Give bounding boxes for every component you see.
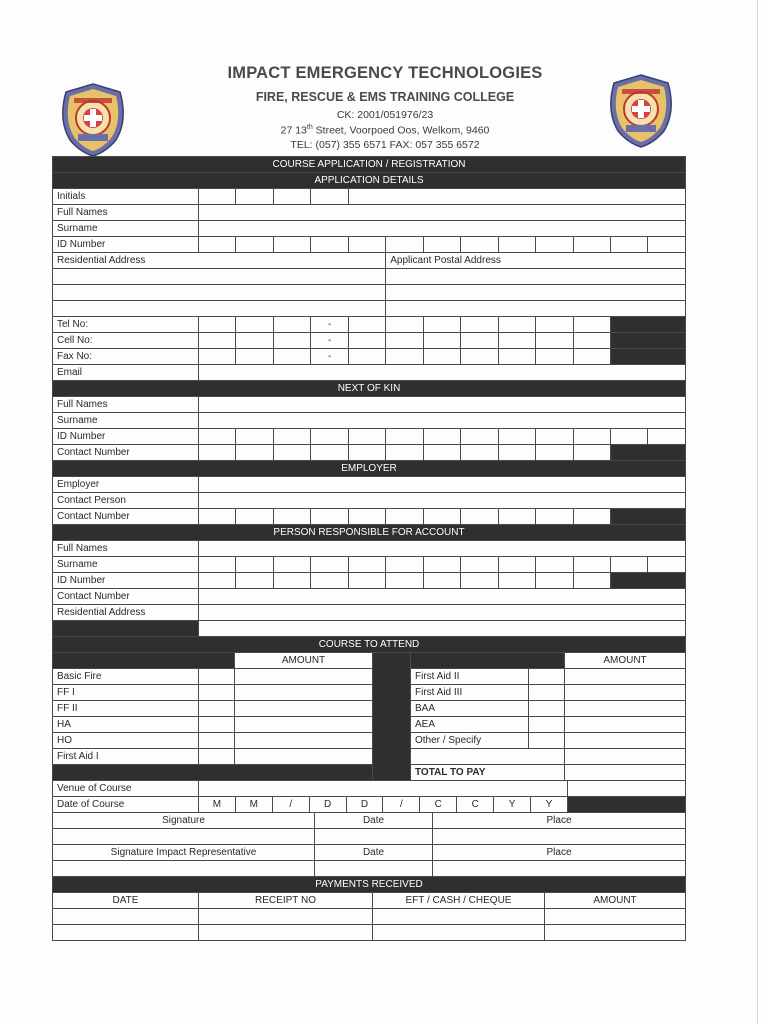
cell-digit-box[interactable] [536,333,573,349]
rep-signature-field[interactable] [53,861,315,877]
course-checkbox[interactable] [529,733,565,749]
course-amount-field[interactable] [565,669,686,685]
kin-contact-digit-box[interactable] [348,445,385,461]
course-title: COURSE TO ATTEND [53,637,686,653]
street-address: 27 13th Street, Voorpoed Oos, Welkom, 9460 [280,124,490,137]
signature-place-field[interactable] [433,829,686,845]
tel-digit-box[interactable] [348,317,385,333]
cell-digit-box[interactable] [348,333,385,349]
account-id-digit-box[interactable] [311,573,348,589]
date-box-century[interactable]: C [420,797,457,813]
employer-label: Employer [53,477,199,493]
postal-address-field[interactable] [386,285,686,301]
employer-field[interactable] [199,477,686,493]
id-number-label: ID Number [53,237,199,253]
initials-label: Initials [53,189,199,205]
rep-place-field[interactable] [433,861,686,877]
company-registration: CK: 2001/051976/23 [336,109,434,121]
shaded-block [610,317,685,333]
tel-digit-box[interactable] [498,317,535,333]
kin-id-digit-box[interactable] [199,429,236,445]
account-contact-number-field[interactable] [199,589,686,605]
payment-amount-field[interactable] [545,909,686,925]
course-first-aid-iii: First Aid III [411,685,529,701]
employer-contact-digit-box[interactable] [236,509,273,525]
course-ff-ii: FF II [53,701,199,717]
next-of-kin-section [52,381,686,461]
course-ha: HA [53,717,199,733]
dash-separator: - [311,333,348,349]
initials-box[interactable] [199,189,236,205]
email-row [53,365,686,381]
account-contact-number-label: Contact Number [53,589,199,605]
shaded-block [610,333,685,349]
account-id-digit-box[interactable] [236,573,273,589]
id-digit-box[interactable] [311,237,348,253]
id-digit-box[interactable] [610,237,647,253]
course-checkbox[interactable] [529,669,565,685]
fire-rescue-badge-right-icon [604,73,678,149]
course-amount-field[interactable] [565,717,686,733]
surname-row [53,221,686,237]
employer-contact-digit-box[interactable] [423,509,460,525]
shaded-block [53,621,199,637]
account-surname-box[interactable] [236,557,273,573]
signature-date-label: Date [315,813,433,829]
contact-details: TEL: (057) 355 6571 FAX: 057 355 6572 [290,139,480,151]
account-id-digit-box[interactable] [498,573,535,589]
payment-row [53,909,686,925]
org-name: IMPACT EMERGENCY TECHNOLOGIES [227,64,543,82]
course-amount-field[interactable] [565,733,686,749]
tel-digit-box[interactable] [536,317,573,333]
account-id-digit-box[interactable] [273,573,310,589]
cell-digit-box[interactable] [423,333,460,349]
account-surname-box[interactable] [386,557,423,573]
date-box-century[interactable]: C [457,797,494,813]
dash-separator: - [311,349,348,365]
cell-digit-box[interactable] [573,333,610,349]
venue-date-section [52,781,686,813]
tel-digit-box[interactable] [199,317,236,333]
account-surname-box[interactable] [311,557,348,573]
full-names-row [53,205,686,221]
signature-date-field[interactable] [315,829,433,845]
account-surname-box[interactable] [273,557,310,573]
date-separator: / [383,797,420,813]
kin-id-digit-box[interactable] [498,429,535,445]
account-id-number-label: ID Number [53,573,199,589]
rep-signature-label: Signature Impact Representative [53,845,315,861]
shaded-block [610,349,685,365]
account-surname-label: Surname [53,557,199,573]
account-surname-box[interactable] [536,557,573,573]
postal-address-field[interactable] [386,269,686,285]
signatures-section [52,813,686,877]
cell-label: Cell No: [53,333,199,349]
payments-title: PAYMENTS RECEIVED [53,877,686,893]
employer-contact-digit-box[interactable] [461,509,498,525]
fax-digit-box[interactable] [199,349,236,365]
account-id-digit-box[interactable] [199,573,236,589]
tel-digit-box[interactable] [273,317,310,333]
account-id-digit-box[interactable] [573,573,610,589]
kin-id-digit-box[interactable] [610,429,647,445]
full-names-field[interactable] [199,205,686,221]
email-label: Email [53,365,199,381]
account-id-digit-box[interactable] [423,573,460,589]
payments-amount-header: AMOUNT [545,893,686,909]
account-surname-box[interactable] [348,557,385,573]
account-surname-box[interactable] [423,557,460,573]
kin-id-digit-box[interactable] [236,429,273,445]
tel-digit-box[interactable] [236,317,273,333]
id-digit-box[interactable] [648,237,686,253]
fax-digit-box[interactable] [536,349,573,365]
course-ho: HO [53,733,199,749]
account-residential-address-field[interactable] [199,605,686,621]
employer-contact-number-label: Contact Number [53,509,199,525]
blank-area [348,189,685,205]
fax-digit-box[interactable] [498,349,535,365]
employer-title: EMPLOYER [53,461,686,477]
account-section [52,525,686,637]
course-amount-field[interactable] [235,749,373,765]
kin-contact-digit-box[interactable] [461,445,498,461]
cell-digit-box[interactable] [498,333,535,349]
id-digit-box[interactable] [573,237,610,253]
kin-contact-digit-box[interactable] [423,445,460,461]
rep-place-label: Place [433,845,686,861]
id-digit-box[interactable] [273,237,310,253]
kin-contact-digit-box[interactable] [311,445,348,461]
payments-receipt-header: RECEIPT NO [199,893,373,909]
kin-id-digit-box[interactable] [423,429,460,445]
account-id-digit-box[interactable] [348,573,385,589]
course-amount-field[interactable] [565,685,686,701]
venue-field-extra[interactable] [568,781,686,797]
signature-place-label: Place [433,813,686,829]
account-id-digit-box[interactable] [536,573,573,589]
address-header-row [53,253,686,269]
course-baa: BAA [411,701,529,717]
payment-amount-field[interactable] [545,925,686,941]
kin-id-digit-box[interactable] [461,429,498,445]
kin-full-names-field[interactable] [199,397,686,413]
college-name: FIRE, RESCUE & EMS TRAINING COLLEGE [255,90,515,104]
account-surname-box[interactable] [199,557,236,573]
course-other-specify: Other / Specify [411,733,529,749]
id-number-row [53,237,686,253]
amount-header-right: AMOUNT [565,653,686,669]
id-digit-box[interactable] [348,237,385,253]
initials-box[interactable] [311,189,348,205]
shaded-block [610,573,685,589]
tel-digit-box[interactable] [461,317,498,333]
kin-contact-digit-box[interactable] [536,445,573,461]
contact-person-field[interactable] [199,493,686,509]
course-checkbox[interactable] [199,669,235,685]
cell-digit-box[interactable] [386,333,423,349]
date-box-year[interactable]: Y [494,797,531,813]
kin-contact-digit-box[interactable] [498,445,535,461]
surname-field[interactable] [199,221,686,237]
account-surname-box[interactable] [573,557,610,573]
id-digit-box[interactable] [236,237,273,253]
surname-label: Surname [53,221,199,237]
shaded-block [411,653,565,669]
kin-surname-label: Surname [53,413,199,429]
kin-contact-digit-box[interactable] [199,445,236,461]
fax-digit-box[interactable] [386,349,423,365]
initials-box[interactable] [236,189,273,205]
course-amount-field[interactable] [565,701,686,717]
kin-id-digit-box[interactable] [648,429,686,445]
course-amount-field[interactable] [235,685,373,701]
account-surname-box[interactable] [610,557,647,573]
employer-contact-digit-box[interactable] [199,509,236,525]
venue-field[interactable] [199,781,568,797]
employer-contact-digit-box[interactable] [273,509,310,525]
account-residential-address-field[interactable] [199,621,686,637]
shaded-divider [373,653,411,781]
course-amount-field[interactable] [235,669,373,685]
payment-method-field[interactable] [373,925,545,941]
kin-id-digit-box[interactable] [536,429,573,445]
employer-section [52,461,686,525]
fax-digit-box[interactable] [273,349,310,365]
email-field[interactable] [199,365,686,381]
signature-label: Signature [53,813,315,829]
cell-digit-box[interactable] [199,333,236,349]
kin-id-digit-box[interactable] [573,429,610,445]
course-section [52,637,686,781]
employer-contact-digit-box[interactable] [498,509,535,525]
fax-digit-box[interactable] [348,349,385,365]
employer-contact-digit-box[interactable] [573,509,610,525]
full-names-label: Full Names [53,205,199,221]
course-amount-field[interactable] [235,717,373,733]
registration-form [52,156,686,941]
id-digit-box[interactable] [199,237,236,253]
application-details-title: APPLICATION DETAILS [53,173,686,189]
cell-row [53,333,686,349]
date-box-month[interactable]: M [235,797,272,813]
course-amount-field[interactable] [235,733,373,749]
course-basic-fire: Basic Fire [53,669,199,685]
id-digit-box[interactable] [423,237,460,253]
id-digit-box[interactable] [461,237,498,253]
course-checkbox[interactable] [199,717,235,733]
residential-address-field[interactable] [53,285,386,301]
next-of-kin-title: NEXT OF KIN [53,381,686,397]
total-amount-field[interactable] [565,765,686,781]
shaded-block [610,509,685,525]
course-first-aid-ii: First Aid II [411,669,529,685]
course-checkbox[interactable] [529,701,565,717]
shaded-block [610,445,685,461]
date-box-day[interactable]: D [309,797,346,813]
initials-box[interactable] [273,189,310,205]
fax-digit-box[interactable] [236,349,273,365]
account-full-names-label: Full Names [53,541,199,557]
blank-cell [411,749,565,765]
tel-row [53,317,686,333]
payments-section [52,877,686,941]
course-checkbox[interactable] [529,717,565,733]
date-separator: / [272,797,309,813]
course-checkbox[interactable] [199,685,235,701]
tel-label: Tel No: [53,317,199,333]
fax-digit-box[interactable] [573,349,610,365]
fax-label: Fax No: [53,349,199,365]
payment-date-field[interactable] [53,909,199,925]
date-box-month[interactable]: M [199,797,236,813]
employer-contact-digit-box[interactable] [311,509,348,525]
kin-id-digit-box[interactable] [273,429,310,445]
account-surname-box[interactable] [648,557,686,573]
course-checkbox[interactable] [199,749,235,765]
initials-row [53,189,686,205]
kin-surname-field[interactable] [199,413,686,429]
account-surname-box[interactable] [461,557,498,573]
id-digit-box[interactable] [498,237,535,253]
fire-rescue-badge-left-icon [56,82,130,158]
account-title: PERSON RESPONSIBLE FOR ACCOUNT [53,525,686,541]
payments-method-header: EFT / CASH / CHEQUE [373,893,545,909]
kin-id-digit-box[interactable] [348,429,385,445]
account-id-digit-box[interactable] [461,573,498,589]
cell-digit-box[interactable] [461,333,498,349]
shaded-block [568,797,686,813]
application-details-section [52,156,686,381]
rep-date-label: Date [315,845,433,861]
account-full-names-field[interactable] [199,541,686,557]
signature-field[interactable] [53,829,315,845]
course-checkbox[interactable] [529,685,565,701]
kin-id-number-label: ID Number [53,429,199,445]
account-id-digit-box[interactable] [386,573,423,589]
account-surname-box[interactable] [498,557,535,573]
cell-digit-box[interactable] [236,333,273,349]
kin-contact-number-label: Contact Number [53,445,199,461]
venue-label: Venue of Course [53,781,199,797]
course-checkbox[interactable] [199,733,235,749]
payments-date-header: DATE [53,893,199,909]
tel-digit-box[interactable] [573,317,610,333]
fax-row [53,349,686,365]
employer-contact-digit-box[interactable] [348,509,385,525]
fax-digit-box[interactable] [423,349,460,365]
rep-date-field[interactable] [315,861,433,877]
payment-date-field[interactable] [53,925,199,941]
payment-row [53,925,686,941]
employer-contact-digit-box[interactable] [386,509,423,525]
tel-digit-box[interactable] [386,317,423,333]
dash-separator: - [311,317,348,333]
fax-digit-box[interactable] [461,349,498,365]
cell-digit-box[interactable] [273,333,310,349]
tel-digit-box[interactable] [423,317,460,333]
amount-header-left: AMOUNT [235,653,373,669]
date-box-year[interactable]: Y [531,797,568,813]
kin-contact-digit-box[interactable] [236,445,273,461]
id-digit-box[interactable] [386,237,423,253]
kin-contact-digit-box[interactable] [573,445,610,461]
kin-id-digit-box[interactable] [386,429,423,445]
page-edge [757,0,758,1024]
course-first-aid-i: First Aid I [53,749,199,765]
shaded-block [53,653,235,669]
shaded-block [53,765,373,781]
residential-address-field[interactable] [53,269,386,285]
account-residential-address-label: Residential Address [53,605,199,621]
date-of-course-label: Date of Course [53,797,199,813]
date-box-day[interactable]: D [346,797,383,813]
course-amount-field[interactable] [565,749,686,765]
course-ff-i: FF I [53,685,199,701]
kin-full-names-label: Full Names [53,397,199,413]
course-aea: AEA [411,717,529,733]
kin-contact-digit-box[interactable] [273,445,310,461]
employer-contact-digit-box[interactable] [536,509,573,525]
kin-contact-digit-box[interactable] [386,445,423,461]
postal-address-field[interactable] [386,301,686,317]
kin-id-digit-box[interactable] [311,429,348,445]
contact-person-label: Contact Person [53,493,199,509]
payment-receipt-field[interactable] [199,925,373,941]
form-title: COURSE APPLICATION / REGISTRATION [53,157,686,173]
payment-receipt-field[interactable] [199,909,373,925]
residential-address-field[interactable] [53,301,386,317]
course-checkbox[interactable] [199,701,235,717]
course-amount-field[interactable] [235,701,373,717]
payment-method-field[interactable] [373,909,545,925]
residential-address-label: Residential Address [53,253,386,269]
postal-address-label: Applicant Postal Address [386,253,686,269]
total-to-pay-label: TOTAL TO PAY [411,765,565,781]
id-digit-box[interactable] [536,237,573,253]
